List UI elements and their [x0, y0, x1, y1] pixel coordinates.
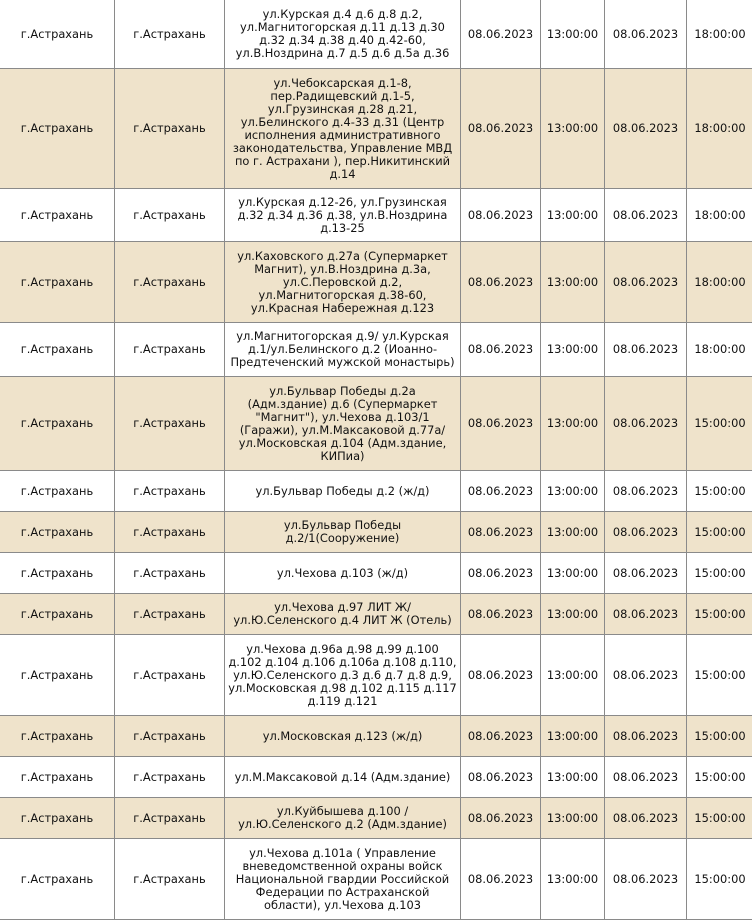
end-time-cell: 15:00:00	[687, 757, 752, 798]
table-row	[0, 189, 752, 242]
table-row	[0, 594, 752, 635]
address-cell: ул.Курская д.4 д.6 д.8 д.2, ул.Магнитогорская д.11 д.13 д.30 д.32 д.34 д.38 д.40 д.42-60, ул.В.Ноздрина д.7 д.5 д.6 д.5а д.36	[225, 0, 461, 69]
locality-cell: г.Астрахань	[0, 377, 115, 471]
start-date-cell: 08.06.2023	[461, 242, 541, 323]
start-time-cell: 13:00:00	[541, 635, 605, 716]
end-time-cell: 15:00:00	[687, 635, 752, 716]
start-date-cell: 08.06.2023	[461, 323, 541, 377]
start-time-cell: 13:00:00	[541, 323, 605, 377]
end-time-cell: 18:00:00	[687, 69, 752, 189]
end-time-cell: 15:00:00	[687, 553, 752, 594]
start-time-cell: 13:00:00	[541, 189, 605, 242]
locality-cell: г.Астрахань	[0, 0, 115, 69]
district-cell: г.Астрахань	[115, 0, 225, 69]
address-cell: ул.Курская д.12-26, ул.Грузинская д.32 д.34 д.36 д.38, ул.В.Ноздрина д.13-25	[225, 189, 461, 242]
address-cell: ул.Чехова д.103 (ж/д)	[225, 553, 461, 594]
start-date-cell: 08.06.2023	[461, 798, 541, 839]
locality-cell: г.Астрахань	[0, 471, 115, 512]
start-time-cell: 13:00:00	[541, 798, 605, 839]
end-date-cell: 08.06.2023	[605, 0, 687, 69]
start-time-cell: 13:00:00	[541, 69, 605, 189]
table-row	[0, 323, 752, 377]
district-cell: г.Астрахань	[115, 839, 225, 920]
end-date-cell: 08.06.2023	[605, 189, 687, 242]
locality-cell: г.Астрахань	[0, 798, 115, 839]
start-date-cell: 08.06.2023	[461, 553, 541, 594]
start-date-cell: 08.06.2023	[461, 757, 541, 798]
end-date-cell: 08.06.2023	[605, 242, 687, 323]
district-cell: г.Астрахань	[115, 471, 225, 512]
end-time-cell: 15:00:00	[687, 798, 752, 839]
end-date-cell: 08.06.2023	[605, 716, 687, 757]
locality-cell: г.Астрахань	[0, 757, 115, 798]
district-cell: г.Астрахань	[115, 242, 225, 323]
start-date-cell: 08.06.2023	[461, 377, 541, 471]
end-date-cell: 08.06.2023	[605, 377, 687, 471]
start-date-cell: 08.06.2023	[461, 594, 541, 635]
end-time-cell: 15:00:00	[687, 512, 752, 553]
table-row	[0, 242, 752, 323]
start-time-cell: 13:00:00	[541, 594, 605, 635]
district-cell: г.Астрахань	[115, 323, 225, 377]
start-date-cell: 08.06.2023	[461, 0, 541, 69]
end-date-cell: 08.06.2023	[605, 594, 687, 635]
locality-cell: г.Астрахань	[0, 69, 115, 189]
end-date-cell: 08.06.2023	[605, 757, 687, 798]
end-date-cell: 08.06.2023	[605, 635, 687, 716]
table-row	[0, 757, 752, 798]
address-cell: ул.Каховского д.27а (Супермаркет Магнит), ул.В.Ноздрина д.3а, ул.С.Перовской д.2, ул.Магнитогорская д.38-60, ул.Красная Набережная д.123	[225, 242, 461, 323]
address-cell: ул.М.Максаковой д.14 (Адм.здание)	[225, 757, 461, 798]
start-time-cell: 13:00:00	[541, 839, 605, 920]
end-date-cell: 08.06.2023	[605, 839, 687, 920]
end-time-cell: 18:00:00	[687, 323, 752, 377]
start-date-cell: 08.06.2023	[461, 189, 541, 242]
start-time-cell: 13:00:00	[541, 553, 605, 594]
start-time-cell: 13:00:00	[541, 757, 605, 798]
table-row	[0, 716, 752, 757]
address-cell: ул.Бульвар Победы д.2 (ж/д)	[225, 471, 461, 512]
table-row	[0, 377, 752, 471]
locality-cell: г.Астрахань	[0, 553, 115, 594]
end-date-cell: 08.06.2023	[605, 553, 687, 594]
end-time-cell: 18:00:00	[687, 0, 752, 69]
locality-cell: г.Астрахань	[0, 839, 115, 920]
locality-cell: г.Астрахань	[0, 512, 115, 553]
address-cell: ул.Чебоксарская д.1-8, пер.Радищевский д.1-5, ул.Грузинская д.28 д.21, ул.Белинского д.4-33 д.31 (Центр исполнения административного законодательства, Управление МВД по г. Астрахани ), пер.Никитинский д.14	[225, 69, 461, 189]
locality-cell: г.Астрахань	[0, 716, 115, 757]
table-row	[0, 512, 752, 553]
start-time-cell: 13:00:00	[541, 716, 605, 757]
address-cell: ул.Магнитогорская д.9/ ул.Курская д.1/ул.Белинского д.2 (Иоанно-Предтеченский мужской монастырь)	[225, 323, 461, 377]
end-date-cell: 08.06.2023	[605, 323, 687, 377]
end-time-cell: 15:00:00	[687, 839, 752, 920]
start-date-cell: 08.06.2023	[461, 471, 541, 512]
address-cell: ул.Чехова д.97 ЛИТ Ж/ ул.Ю.Селенского д.4 ЛИТ Ж (Отель)	[225, 594, 461, 635]
end-date-cell: 08.06.2023	[605, 512, 687, 553]
district-cell: г.Астрахань	[115, 69, 225, 189]
end-time-cell: 15:00:00	[687, 377, 752, 471]
end-time-cell: 15:00:00	[687, 716, 752, 757]
table-row	[0, 471, 752, 512]
start-date-cell: 08.06.2023	[461, 512, 541, 553]
table-row	[0, 0, 752, 69]
table-row	[0, 798, 752, 839]
locality-cell: г.Астрахань	[0, 635, 115, 716]
address-cell: ул.Московская д.123 (ж/д)	[225, 716, 461, 757]
start-time-cell: 13:00:00	[541, 471, 605, 512]
locality-cell: г.Астрахань	[0, 189, 115, 242]
table-row	[0, 635, 752, 716]
district-cell: г.Астрахань	[115, 757, 225, 798]
end-date-cell: 08.06.2023	[605, 798, 687, 839]
start-date-cell: 08.06.2023	[461, 839, 541, 920]
district-cell: г.Астрахань	[115, 798, 225, 839]
locality-cell: г.Астрахань	[0, 323, 115, 377]
end-date-cell: 08.06.2023	[605, 69, 687, 189]
start-date-cell: 08.06.2023	[461, 69, 541, 189]
end-time-cell: 18:00:00	[687, 242, 752, 323]
address-cell: ул.Бульвар Победы д.2а (Адм.здание) д.6 (Супермаркет "Магнит"), ул.Чехова д.103/1 (Гаражи), ул.М.Максаковой д.77а/ ул.Московская д.104 (Адм.здание, КИПиа)	[225, 377, 461, 471]
district-cell: г.Астрахань	[115, 594, 225, 635]
table-row	[0, 839, 752, 920]
start-time-cell: 13:00:00	[541, 242, 605, 323]
start-date-cell: 08.06.2023	[461, 635, 541, 716]
end-time-cell: 18:00:00	[687, 189, 752, 242]
start-time-cell: 13:00:00	[541, 377, 605, 471]
district-cell: г.Астрахань	[115, 377, 225, 471]
start-date-cell: 08.06.2023	[461, 716, 541, 757]
district-cell: г.Астрахань	[115, 553, 225, 594]
address-cell: ул.Чехова д.96а д.98 д.99 д.100 д.102 д.104 д.106 д.106а д.108 д.110, ул.Ю.Селенского д.3 д.6 д.7 д.8 д.9, ул.Московская д.98 д.102 д.115 д.117 д.119 д.121	[225, 635, 461, 716]
district-cell: г.Астрахань	[115, 512, 225, 553]
end-date-cell: 08.06.2023	[605, 471, 687, 512]
locality-cell: г.Астрахань	[0, 242, 115, 323]
end-time-cell: 15:00:00	[687, 471, 752, 512]
district-cell: г.Астрахань	[115, 635, 225, 716]
district-cell: г.Астрахань	[115, 716, 225, 757]
table-row	[0, 69, 752, 189]
address-cell: ул.Бульвар Победы д.2/1(Сооружение)	[225, 512, 461, 553]
start-time-cell: 13:00:00	[541, 0, 605, 69]
table-row	[0, 553, 752, 594]
address-cell: ул.Чехова д.101а ( Управление вневедомственной охраны войск Национальной гвардии Российской Федерации по Астраханской области), ул.Чехова д.103	[225, 839, 461, 920]
address-cell: ул.Куйбышева д.100 / ул.Ю.Селенского д.2 (Адм.здание)	[225, 798, 461, 839]
district-cell: г.Астрахань	[115, 189, 225, 242]
start-time-cell: 13:00:00	[541, 512, 605, 553]
locality-cell: г.Астрахань	[0, 594, 115, 635]
end-time-cell: 15:00:00	[687, 594, 752, 635]
